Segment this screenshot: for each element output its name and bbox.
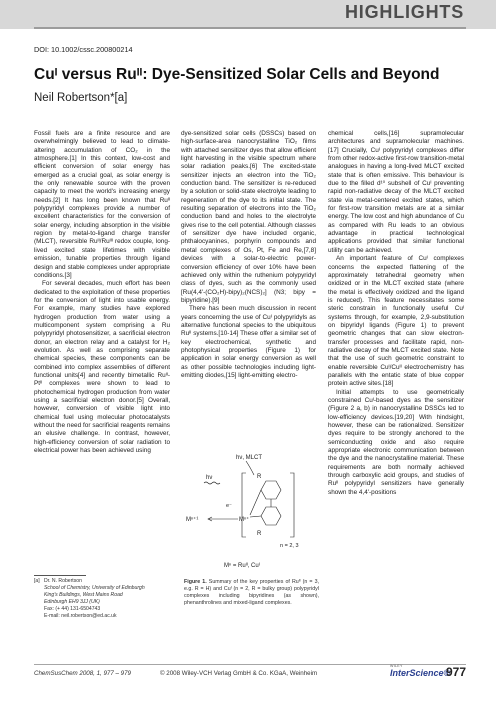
paragraph: For several decades, much effort has been dedicated to the exploitation of these properties for the conversion of light into usable energy. For example, many studies have explored hydrogen production from water using a multicomponent system comprising a Ru polypyridyl photosensitizer, a sacrificial electron donor, an electron relay and a catalyst for H₂ evolution. As well as comprising separate chemical species, these components can be combined into complex assemblies of different functional units[4] and recently bimetallic Ruᴵᴵ-Ptᴵᴵ complexes were shown to lead to photochemical hydrogen production from water using a sacrificial electron donor.[5] Overall, however, conversion of visible light into chemical fuel using molecular photocatalysts without the need for sacrificial reagents remains an elusive challenge. In contrast, however, high-efficiency conversion of solar radiation to electrical power has been achieved using — [34, 280, 170, 455]
footnote-line: Edinburgh EH9 3JJ (UK) — [44, 599, 100, 605]
paragraph: dye-sensitized solar cells (DSSCs) based on high-surface-area nanocrystalline TiO₂ films with attached sensitizer dyes that allow efficient light harvesting in the visible spectrum where solar radiation peaks.[6] The excited-state sensitizer injects an electron into the TiO₂ conduction band. The sensitizer is re-reduced by a solution or solid-state electrolyte leading to regeneration of the dye to its initial state. The resulting separation of electrons into the TiO₂ conduction band and holes to the electrolyte gives rise to the cell potential. Although classes of sensitizer dye have included organic, phthalocyanines, porphyrin compounds and metal complexes of Os, Pt, Fe and Re,[7,8] devices with a solar-to-electric power-conversion efficiency of over 10% have been achieved only within the ruthenium polypyridyl class of dyes, such as the commonly used [Ru(4,4'-(CO₂H)-bipy)₂(NCS)₂] (N3; bipy = bipyridine).[9] — [181, 130, 316, 304]
hv-label: hν — [206, 475, 213, 481]
complex-structure-diagram — [184, 451, 319, 574]
header-rule — [34, 27, 466, 29]
coordination-bond — [250, 490, 261, 515]
bracket-right — [290, 473, 294, 537]
excitation-arrow — [246, 461, 254, 475]
logo-main-text: InterScience® — [390, 668, 451, 678]
bracket-left — [242, 473, 246, 537]
author-footnote — [34, 578, 174, 620]
figure-1 — [184, 451, 319, 574]
article-doi[interactable]: DOI: 10.1002/cssc.200800214 — [34, 45, 133, 54]
metal-ox-label: Mⁿ⁺¹ — [186, 517, 199, 523]
section-label: HIGHLIGHTS — [345, 2, 464, 22]
footnote-line: King's Buildings, West Mains Road — [44, 592, 123, 598]
excitation-label: hν, MLCT — [236, 455, 263, 461]
electron-label: e⁻ — [226, 503, 232, 509]
metal-label: Mⁿ⁺ — [239, 517, 250, 523]
r-group-label: R — [257, 474, 262, 480]
caption-label: Figure 1. — [184, 579, 207, 585]
paragraph: An important feature of Cuᴵ complexes concerns the expected flattening of the approximately tetrahedral geometry when oxidized or in the MLCT excited state (where the metal is effectively oxidized and the ligand is reduced). This feature necessitates some steric constrain in functionally useful Cuᴵ systems through, for example, 2,9-substitution on bipyridyl ligands (Figure 1) to prevent geometric changes that can slow electron-transfer processes and facilitate rapid, non-radiative decay of the MLCT excited state. Note that the use of such geometric constraint to enable reversible Cuᴵ/Cuᴵᴵ electrochemistry has parallels with the entatic state of blue copper protein active sites.[18] — [328, 255, 464, 388]
footnote-line: Fax: (+ 44) 131-6504743 — [44, 606, 101, 612]
footnote-rule — [34, 575, 86, 576]
paragraph: There has been much discussion in recent years concerning the use of Cuᴵ polypyridyls as alternative functional species to the ubiquitous Ruᴵᴵ systems.[10-14] These offer a similar set of key electrochemical, synthetic and photophysical properties (Figure 1) for application in solar energy conversion as well as other possible technologies including light-emitting diodes,[15] light-emitting electro- — [181, 305, 316, 379]
metal-key-label: Mⁿ = Ruᴵᴵ, Cuᴵ — [224, 563, 260, 569]
page-number: 977 — [445, 665, 466, 679]
body-column-1 — [34, 130, 170, 455]
article-author: Neil Robertson*[a] — [34, 92, 128, 104]
pyridine-ring-icon — [261, 481, 281, 499]
caption-text: Summary of the key properties of Ruᴵᴵ (n = 3, e.g. R = H) and Cuᴵ (n = 2, R = bulky group) polypyridyl complexes including bipyridines (as shown), phenanthrolines and mixed-ligand complexes. — [184, 579, 320, 607]
footnote-line: School of Chemistry, University of Edinburgh — [44, 585, 145, 591]
publisher-logo[interactable] — [390, 664, 451, 682]
coordination-bond — [250, 516, 261, 517]
paragraph: Fossil fuels are a finite resource and are overwhelmingly believed to lead to climate-altering accumulation of CO₂ in the atmosphere.[1] In this context, low-cost and efficient conversion of solar energy has emerged as a crucial goal, as solar energy is the only renewable source with the proven capacity to meet the world's increasing energy needs.[2] It has long been known that Ruᴵᴵ polypyridyl complexes provide a number of excellent characteristics for the conversion of solar energy, including absorption in the visible region by metal-to-ligand charge transfer (MLCT), reversible Ruᴵᴵ/Ruᴵᴵᴵ redox couple, long-lived excited state lifetimes with visible emission, tunable properties through ligand design and stable complexes under appropriate conditions.[3] — [34, 130, 170, 279]
figure-caption — [184, 579, 319, 607]
logo-small-text: WILEY — [390, 664, 403, 668]
paragraph: chemical cells,[16] supramolecular architectures and supramolecular machines.[17] Crucially, Cuᴵ polypyridyl complexes differ from other redox-active first-row transition-metal analogues in having a long-lived MLCT excited state that is often emissive. This behaviour is due to the filled d¹⁰ subshell of Cuᴵ preventing rapid non-radiative decay of the MLCT excited state via metal-centered excited states, which for first-row transition metals are at a similar energy. The low cost and high abundance of Cu as compared with Ru leads to an obvious advantage in practical technological applications provided that similar functional utility can be achieved. — [328, 130, 464, 254]
journal-reference: ChemSusChem 2008, 1, 977 – 979 — [34, 670, 131, 677]
body-column-2 — [181, 130, 316, 380]
n-label: n = 2, 3 — [280, 543, 299, 549]
pyridine-ring-icon — [261, 507, 281, 525]
copyright-notice: © 2008 Wiley-VCH Verlag GmbH & Co. KGaA, Weinheim — [160, 670, 318, 677]
footnote-line: Dr. N. Robertson — [44, 578, 82, 584]
photon-wave-icon — [204, 482, 220, 484]
footnote-label: [a] — [34, 578, 40, 584]
footnote-email[interactable]: E-mail: neil.robertson@ed.ac.uk — [44, 613, 117, 619]
r-group-label: R — [257, 531, 262, 537]
body-column-3 — [328, 130, 464, 497]
paragraph: Initial attempts to use geometrically constrained Cuᴵ-based dyes as the sensitizer (Figure 2 a, b) in nanocrystalline DSSCs led to low-efficiency devices.[19,20] With hindsight, however, these can be rationalized. Sensitizer dyes require to be strongly anchored to the semiconducting oxide and also require appropriate electronic communication between the dye and the nanocrystalline material. These requirements are both normally achieved through carboxylic acid groups, and studies of Ruᴵᴵ polypyridyl sensitizers have generally shown the 4,4'-positions — [328, 388, 464, 496]
article-title: Cuᴵ versus Ruᴵᴵ: Dye-Sensitized Solar Cells and Beyond — [34, 66, 440, 83]
